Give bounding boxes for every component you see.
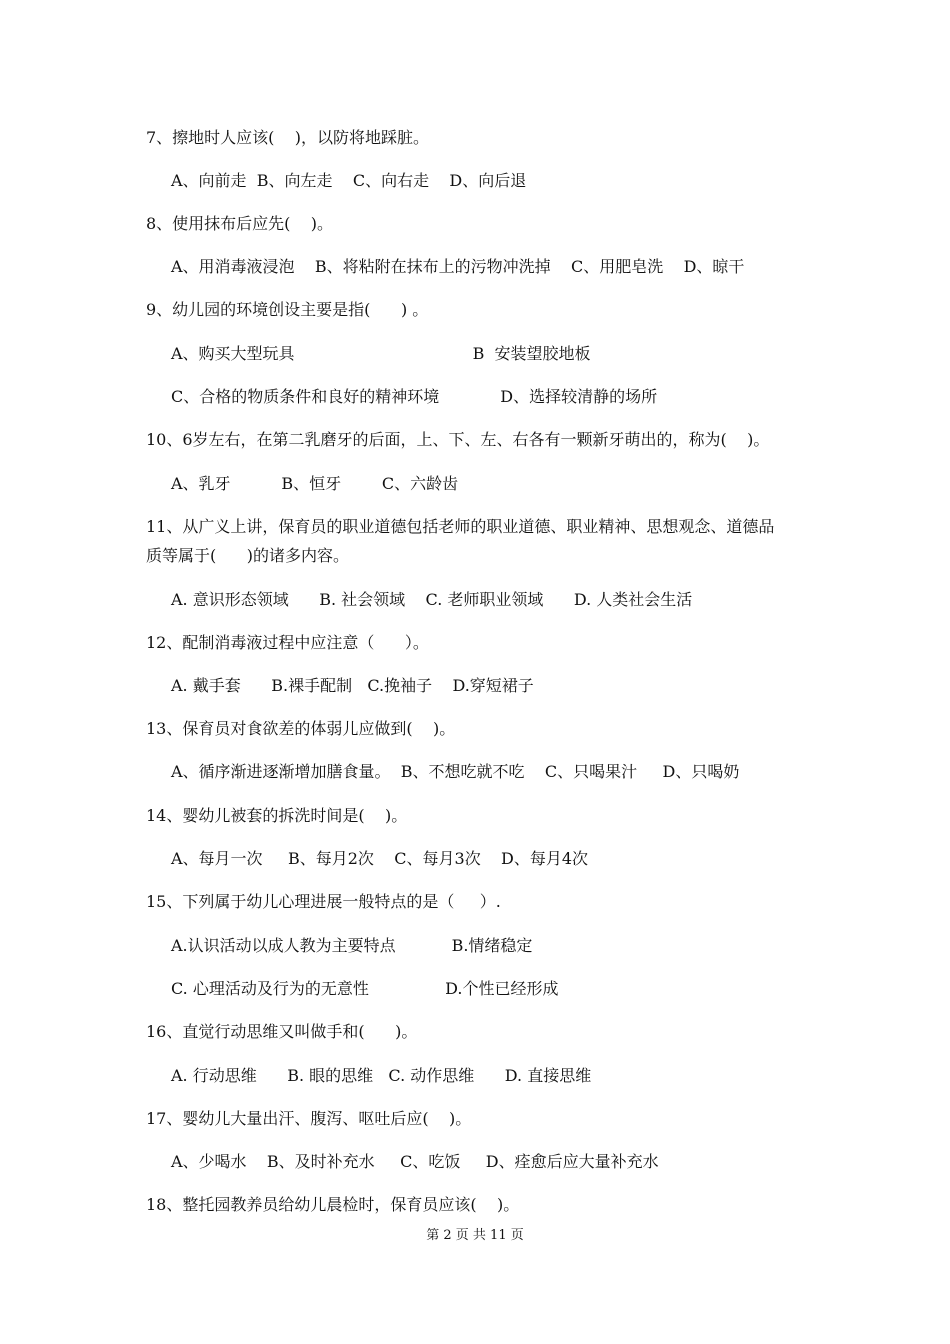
- question-15: 15、下列属于幼儿心理进展一般特点的是（ ）.: [146, 892, 501, 911]
- question-11: 11、从广义上讲，保育员的职业道德包括老师的职业道德、职业精神、思想观念、道德品: [146, 517, 775, 536]
- question-10: 10、6岁左右，在第二乳磨牙的后面，上、下、左、右各有一颗新牙萌出的，称为( )。: [146, 430, 770, 449]
- question-9-options-1: A、购买大型玩具 B 安装望胶地板: [171, 344, 591, 363]
- question-15-options-1: A.认识活动以成人教为主要特点 B.情绪稳定: [171, 936, 533, 955]
- question-13: 13、保育员对食欲差的体弱儿应做到( )。: [146, 719, 456, 738]
- question-14-options: A、每月一次 B、每月2次 C、每月3次 D、每月4次: [171, 849, 589, 868]
- page-footer: 第 2 页 共 11 页: [426, 1228, 524, 1243]
- question-16-options: A. 行动思维 B. 眼的思维 C. 动作思维 D. 直接思维: [171, 1066, 592, 1085]
- question-8: 8、使用抹布后应先( )。: [146, 214, 334, 233]
- question-8-options: A、用消毒液浸泡 B、将粘附在抹布上的污物冲洗掉 C、用肥皂洗 D、晾干: [171, 257, 745, 276]
- question-12: 12、配制消毒液过程中应注意（ ）。: [146, 633, 429, 652]
- question-10-options: A、乳牙 B、恒牙 C、六龄齿: [171, 474, 459, 493]
- question-7: 7、擦地时人应该( )，以防将地踩脏。: [146, 128, 430, 147]
- question-11-continuation: 质等属于( )的诸多内容。: [146, 546, 350, 565]
- question-11-options: A. 意识形态领域 B. 社会领域 C. 老师职业领域 D. 人类社会生活: [171, 590, 693, 609]
- question-15-options-2: C. 心理活动及行为的无意性 D.个性已经形成: [171, 979, 559, 998]
- question-18: 18、整托园教养员给幼儿晨检时，保育员应该( )。: [146, 1195, 520, 1214]
- question-12-options: A. 戴手套 B.裸手配制 C.挽袖子 D.穿短裙子: [171, 676, 534, 695]
- question-17: 17、婴幼儿大量出汗、腹泻、呕吐后应( )。: [146, 1109, 472, 1128]
- question-16: 16、直觉行动思维又叫做手和( )。: [146, 1022, 418, 1041]
- question-14: 14、婴幼儿被套的拆洗时间是( )。: [146, 806, 408, 825]
- question-9-options-2: C、合格的物质条件和良好的精神环境 D、选择较清静的场所: [171, 387, 658, 406]
- question-9: 9、幼儿园的环境创设主要是指( ) 。: [146, 300, 429, 319]
- question-13-options: A、循序渐进逐渐增加膳食量。 B、不想吃就不吃 C、只喝果汁 D、只喝奶: [171, 762, 740, 781]
- question-17-options: A、少喝水 B、及时补充水 C、吃饭 D、痊愈后应大量补充水: [171, 1152, 659, 1171]
- question-7-options: A、向前走 B、向左走 C、向右走 D、向后退: [171, 171, 527, 190]
